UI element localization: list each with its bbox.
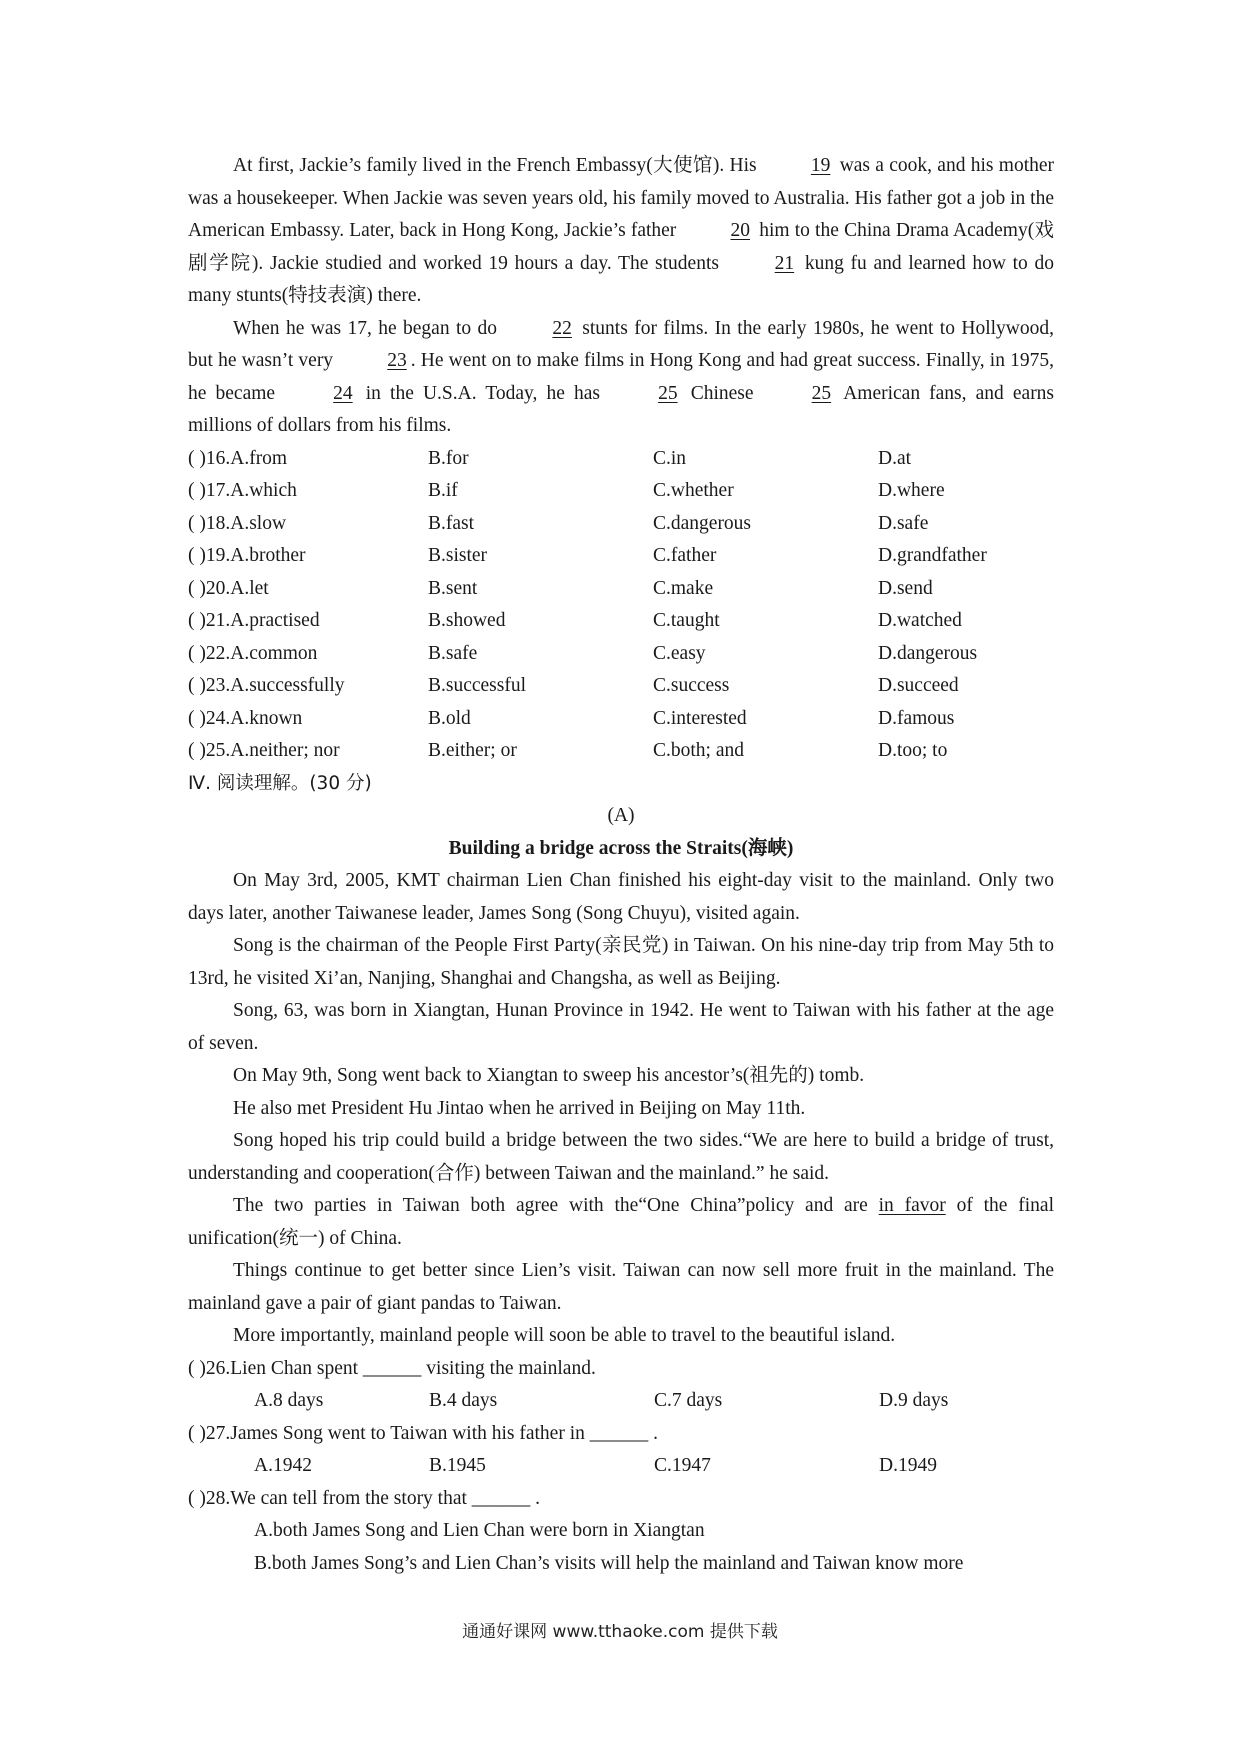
blank-25a: 25 <box>658 382 678 404</box>
text: kung fu and learned how to do many stunts(特技表演) there. <box>188 252 1054 306</box>
option-d: D.famous <box>878 707 955 729</box>
text: American fans, and earns millions of dollars from his films. <box>188 382 1055 436</box>
option-c: C.7 days <box>654 1390 723 1411</box>
article-paragraph: Song hoped his trip could build a bridge between the two sides.“We are here to build a bridge of trust, understanding and cooperation(合作) between Taiwan and the mainland.” he said. <box>188 1130 1054 1184</box>
option-row-22 <box>188 638 1054 671</box>
option-a: A.8 days <box>254 1390 324 1411</box>
passage-paragraph-2 <box>188 313 1054 443</box>
option-c: C.success <box>653 675 730 696</box>
article-paragraph: He also met President Hu Jintao when he arrived in Beijing on May 11th. <box>233 1097 806 1119</box>
section-heading: Ⅳ. 阅读理解。(30 分) <box>188 772 372 794</box>
option-c: C.1947 <box>654 1455 711 1476</box>
text: When he was 17, he began to do <box>233 317 498 339</box>
option-c: C.father <box>653 545 717 566</box>
option-b: B.fast <box>428 512 475 534</box>
option-b: B.safe <box>428 642 478 664</box>
blank-24: 24 <box>333 382 353 404</box>
option-d: D.safe <box>878 512 929 534</box>
article-paragraph: Things continue to get better since Lien’s visit. Taiwan can now sell more fruit in the mainland. The mainland gave a pair of giant pandas to Taiwan. <box>188 1260 1054 1314</box>
text: Chinese <box>690 382 754 404</box>
question-26-stem: ( )26.Lien Chan spent ______ visiting the mainland. <box>188 1357 596 1379</box>
blank-20: 20 <box>730 220 750 241</box>
option-d: D.1949 <box>879 1455 937 1476</box>
option-d: D.grandfather <box>878 545 987 566</box>
option-b: B.sister <box>428 545 488 566</box>
option-a: ( )25.A.neither; nor <box>188 740 340 761</box>
option-a: ( )23.A.successfully <box>188 675 345 696</box>
option-a: ( )21.A.practised <box>188 610 320 631</box>
option-a: ( )18.A.slow <box>188 512 287 534</box>
option-a: ( )24.A.known <box>188 707 303 729</box>
option-row-23 <box>188 670 1054 703</box>
text: . He went on to make films in Hong Kong and had great success. Finally, in 1975, he became <box>188 350 1055 404</box>
text: At first, Jackie’s family lived in the French Embassy(大使馆). His <box>233 155 757 176</box>
option-d: D.at <box>878 447 912 469</box>
option-b: B.old <box>428 707 471 729</box>
option-b: B.for <box>428 447 469 469</box>
question-28-stem: ( )28.We can tell from the story that ______ . <box>188 1487 541 1509</box>
option-d: D.watched <box>878 610 962 631</box>
article-paragraph: More importantly, mainland people will soon be able to travel to the beautiful island. <box>233 1325 896 1346</box>
option-a: ( )20.A.let <box>188 577 269 599</box>
blank-21: 21 <box>774 252 795 274</box>
blank-25b: 25 <box>811 382 832 404</box>
option-d: D.too; to <box>878 740 948 761</box>
option-c: C.make <box>653 577 714 599</box>
text: in the U.S.A. Today, he has <box>365 382 600 404</box>
option-b: B.if <box>428 480 458 501</box>
part-label: (A) <box>607 805 635 826</box>
option-row-19 <box>188 540 1054 573</box>
option-a: ( )19.A.brother <box>188 545 306 566</box>
text: him to the China Drama Academy(戏剧学院). Jackie studied and worked 19 hours a day. The students <box>188 220 1055 274</box>
option-row-24 <box>188 703 1054 736</box>
question-27-stem: ( )27.James Song went to Taiwan with his father in ______ . <box>188 1422 658 1444</box>
question-27-options <box>188 1450 1054 1483</box>
option-row-18 <box>188 508 1054 541</box>
option-row-25 <box>188 735 1054 768</box>
article-paragraph: Song, 63, was born in Xiangtan, Hunan Province in 1942. He went to Taiwan with his father at the age of seven. <box>188 1000 1054 1054</box>
document-page <box>188 150 1054 1580</box>
option-a: ( )16.A.from <box>188 447 288 469</box>
blank-23: 23 <box>387 350 407 371</box>
option-d: D.send <box>878 577 933 599</box>
option-c: C.easy <box>653 642 706 664</box>
option-row-20 <box>188 573 1054 606</box>
option-b: B.showed <box>428 610 506 631</box>
option-c: C.dangerous <box>653 512 752 534</box>
underlined-phrase: in favor <box>878 1195 946 1216</box>
text: of the final unification(统一) of China. <box>188 1195 1054 1249</box>
option-b: B.successful <box>428 675 527 696</box>
blank-22: 22 <box>552 317 572 339</box>
cloze-options <box>188 443 1054 768</box>
option-d: D.9 days <box>879 1390 949 1411</box>
option-b: B.sent <box>428 577 478 599</box>
option-d: D.where <box>878 480 945 501</box>
option-row-21 <box>188 605 1054 638</box>
option-a: ( )17.A.which <box>188 480 297 501</box>
option-a: ( )22.A.common <box>188 642 318 664</box>
option-b: B.1945 <box>429 1455 486 1476</box>
option-a: A.1942 <box>254 1455 312 1476</box>
article-title: Building a bridge across the Straits(海峡) <box>448 837 794 859</box>
option-row-16 <box>188 443 1054 476</box>
option-c: C.in <box>653 447 687 469</box>
question-26-options <box>188 1385 1054 1418</box>
option-c: C.both; and <box>653 740 744 761</box>
article-paragraph <box>188 1190 1054 1255</box>
blank-19: 19 <box>810 155 831 176</box>
option-b: B.either; or <box>428 740 517 761</box>
page-footer: 通通好课网 www.tthaoke.com 提供下载 <box>462 1622 778 1642</box>
question-28-option-a: A.both James Song and Lien Chan were born in Xiangtan <box>254 1520 705 1541</box>
text: The two parties in Taiwan both agree with the“One China”policy and are <box>233 1195 868 1216</box>
option-d: D.succeed <box>878 675 959 696</box>
text: stunts for films. In the early 1980s, he went to Hollywood, but he wasn’t very <box>188 317 1054 371</box>
option-c: C.interested <box>653 707 747 729</box>
article-paragraph: Song is the chairman of the People First Party(亲民党) in Taiwan. On his nine-day trip from May 5th to 13rd, he visited Xi’an, Nanjing, Shanghai and Changsha, as well as Beijing. <box>188 935 1054 989</box>
option-row-17 <box>188 475 1054 508</box>
question-28-option-b: B.both James Song’s and Lien Chan’s visits will help the mainland and Taiwan know more <box>254 1552 964 1574</box>
text: was a cook, and his mother was a housekeeper. When Jackie was seven years old, his family moved to Australia. His father got a job in the American Embassy. Later, back in Hong Kong, Jackie’s father <box>188 155 1055 241</box>
option-c: C.taught <box>653 610 720 631</box>
option-c: C.whether <box>653 480 734 501</box>
option-b: B.4 days <box>429 1390 498 1411</box>
article-paragraph: On May 3rd, 2005, KMT chairman Lien Chan finished his eight-day visit to the mainland. Only two days later, another Taiwanese leader, James Song (Song Chuyu), visited again. <box>188 870 1054 924</box>
passage-paragraph-1 <box>188 150 1054 313</box>
option-d: D.dangerous <box>878 642 978 664</box>
article-paragraph: On May 9th, Song went back to Xiangtan to sweep his ancestor’s(祖先的) tomb. <box>233 1065 865 1086</box>
